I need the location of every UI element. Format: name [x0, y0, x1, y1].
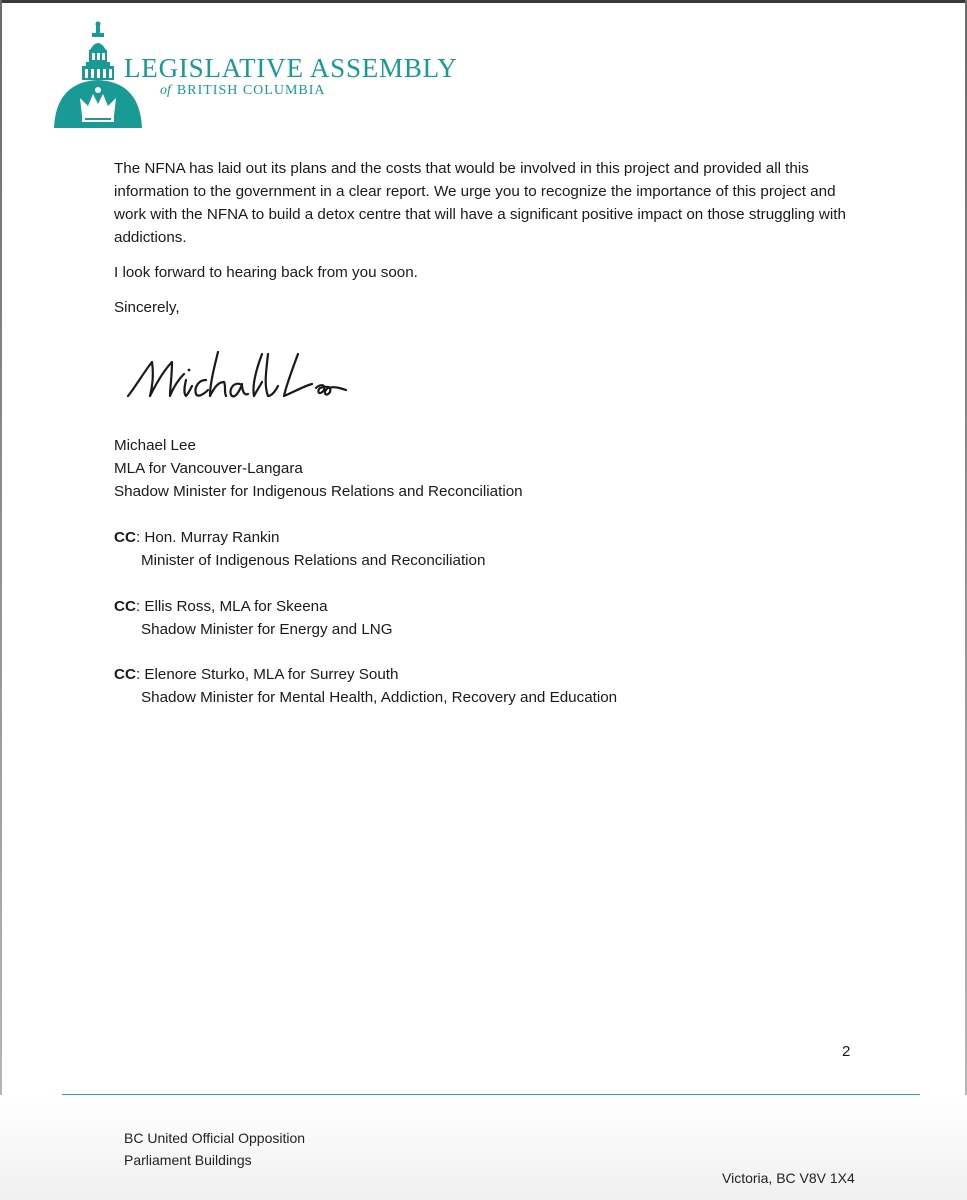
body-paragraph: The NFNA has laid out its plans and the costs that would be involved in this project and provided all this information to the government in a clear report. We urge you to recognize the importance of this project and work with the NFNA to build a detox centre that will have a significant positive impact on those struggling with addictions.	[114, 160, 846, 246]
footer-divider	[62, 1094, 920, 1095]
footer-address	[124, 1127, 305, 1171]
letterhead	[52, 20, 512, 132]
handwritten-signature	[122, 346, 352, 408]
body-paragraph: I look forward to hearing back from you soon.	[114, 264, 418, 281]
signatory-block	[114, 434, 814, 503]
cc-recipient: : Elenore Sturko, MLA for Surrey South	[135, 666, 399, 683]
cc-recipient: : Ellis Ross, MLA for Skeena	[135, 598, 328, 615]
cc-recipient-title: Shadow Minister for Mental Health, Addiction, Recovery and Education	[141, 689, 618, 706]
org-subtitle	[160, 83, 326, 99]
page-number: 2	[842, 1043, 851, 1060]
cc-label: CC	[114, 598, 136, 615]
org-subtitle-name: BRITISH COLUMBIA	[176, 83, 326, 98]
page-left-edge	[0, 0, 2, 1200]
cc-label: CC	[114, 529, 136, 546]
signatory-title: Shadow Minister for Indigenous Relations and Reconciliation	[114, 483, 523, 500]
signatory-name: Michael Lee	[114, 437, 196, 454]
cc-recipient: : Hon. Murray Rankin	[135, 529, 280, 546]
cc-entry	[114, 526, 814, 572]
cc-label: CC	[114, 666, 136, 683]
org-name: LEGISLATIVE ASSEMBLY	[124, 53, 458, 83]
footer-org: BC United Official Opposition	[124, 1130, 306, 1146]
letter-body	[114, 157, 859, 331]
closing: Sincerely,	[114, 299, 180, 316]
cc-recipient-title: Shadow Minister for Energy and LNG	[141, 621, 393, 638]
footer-city-postal: Victoria, BC V8V 1X4	[722, 1170, 855, 1186]
page-top-edge	[0, 0, 967, 3]
cc-entry	[114, 663, 814, 709]
org-subtitle-of: of	[160, 83, 171, 98]
cc-recipient-title: Minister of Indigenous Relations and Reconciliation	[141, 552, 486, 569]
signatory-title: MLA for Vancouver-Langara	[114, 460, 303, 477]
cc-entry	[114, 595, 814, 641]
footer-building: Parliament Buildings	[124, 1152, 252, 1168]
